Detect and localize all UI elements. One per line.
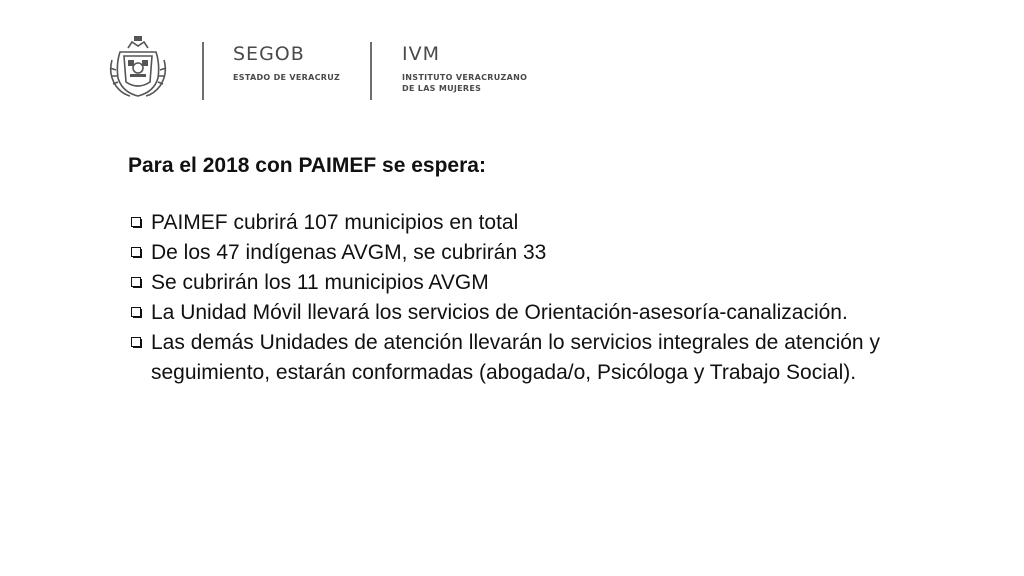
segob-logo [233, 44, 340, 83]
list-item [128, 298, 880, 328]
hollow-square-shadow-icon [131, 337, 143, 349]
ivm-subtitle-line-2: DE LAS MUJERES [402, 84, 482, 93]
ivm-name: IVM [402, 43, 440, 65]
veracruz-state-seal-icon [106, 34, 170, 100]
ivm-subtitle-line-1: INSTITUTO VERACRUZANO [402, 73, 528, 82]
list-item [128, 328, 880, 388]
header-divider [202, 42, 204, 100]
list-item [128, 208, 880, 238]
list-item [128, 238, 880, 268]
bullet-text: De los 47 indígenas AVGM, se cubrirán 33 [151, 241, 547, 264]
header [0, 0, 1024, 110]
bullet-text: PAIMEF cubrirá 107 municipios en total [151, 211, 519, 234]
hollow-square-shadow-icon [131, 307, 143, 319]
ivm-logo [402, 44, 527, 94]
bullet-text: Las demás Unidades de atención llevarán lo servicios integrales de atención y seguimiento, estarán conformadas (abogada/o, Psicóloga y Trabajo Social). [151, 331, 880, 384]
segob-name: SEGOB [233, 43, 305, 65]
bullet-text: La Unidad Móvil llevará los servicios de Orientación-asesoría-canalización. [151, 301, 848, 324]
slide-heading: Para el 2018 con PAIMEF se espera: [128, 154, 486, 177]
bullet-text: Se cubrirán los 11 municipios AVGM [151, 271, 489, 294]
hollow-square-shadow-icon [131, 217, 143, 229]
header-divider [370, 42, 372, 100]
segob-subtitle: ESTADO DE VERACRUZ [233, 73, 341, 82]
list-item [128, 268, 880, 298]
hollow-square-shadow-icon [131, 277, 143, 289]
hollow-square-shadow-icon [131, 247, 143, 259]
slide-content [128, 151, 880, 388]
bullet-list [128, 208, 880, 388]
